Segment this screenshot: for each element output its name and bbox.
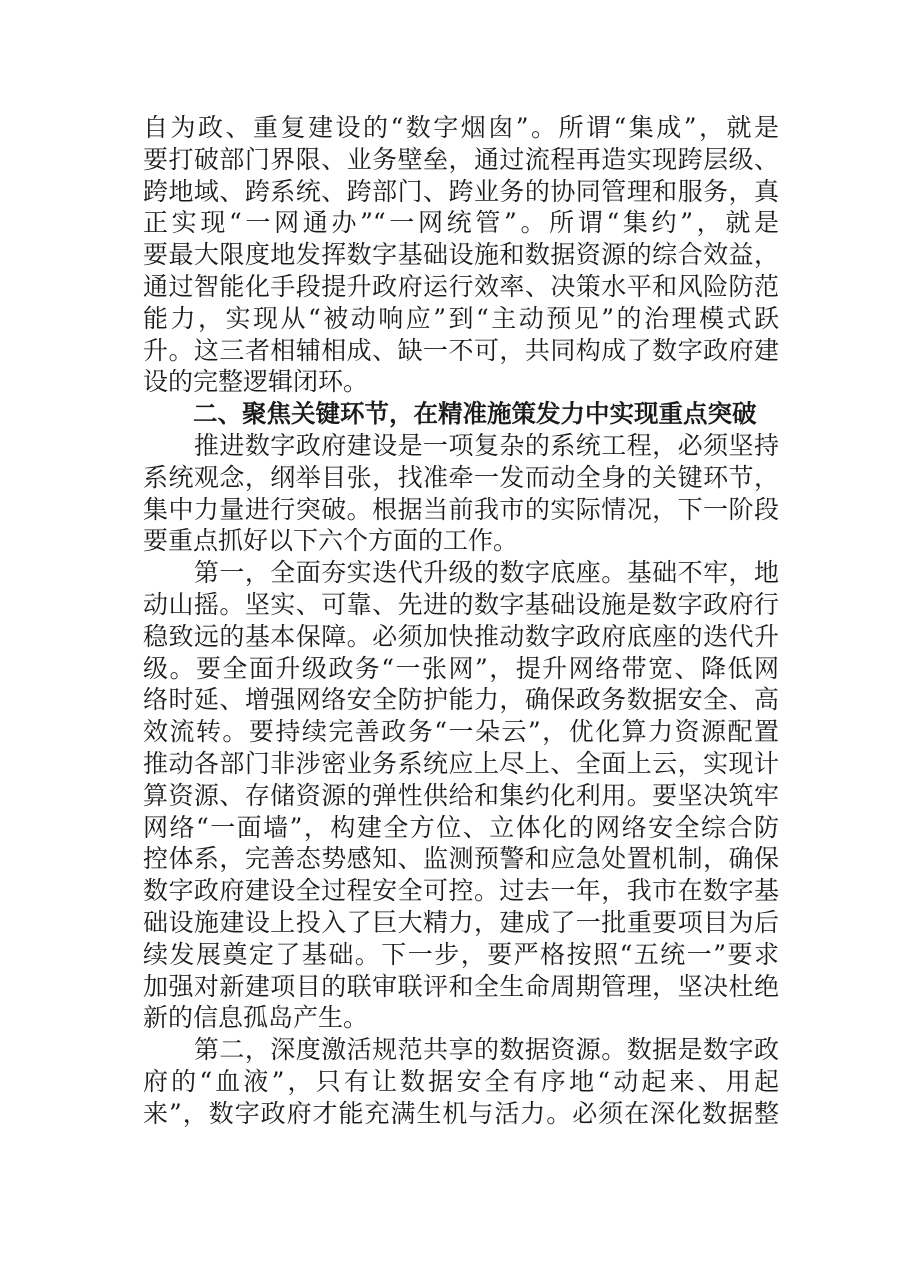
text-line: 第一，全面夯实迭代升级的数字底座。基础不牢，地 (143, 558, 779, 588)
text-line: 系统观念，纲举目张，找准牵一发而动全身的关键环节， (143, 462, 779, 492)
text-line: 稳致远的基本保障。必须加快推动数字政府底座的迭代升 (143, 621, 779, 651)
text-line: 正实现“一网通办”“一网统管”。所谓“集约”，就是 (143, 208, 779, 238)
text-line: 跨地域、跨系统、跨部门、跨业务的协同管理和服务，真 (143, 176, 779, 206)
text-line: 设的完整逻辑闭环。 (143, 367, 369, 397)
document-body (143, 112, 779, 1130)
text-line: 络时延、增强网络安全防护能力，确保政务数据安全、高 (143, 685, 779, 715)
text-line: 升。这三者相辅相成、缺一不可，共同构成了数字政府建 (143, 335, 779, 365)
text-line: 来”，数字政府才能充满生机与活力。必须在深化数据整 (143, 1098, 779, 1128)
text-line: 数字政府建设全过程安全可控。过去一年，我市在数字基 (143, 876, 779, 906)
text-line: 续发展奠定了基础。下一步，要严格按照“五统一”要求 (143, 939, 779, 969)
section-heading: 二、聚焦关键环节，在精准施策发力中实现重点突破 (193, 399, 757, 429)
paragraph-first (143, 557, 779, 1034)
text-line: 通过智能化手段提升政府运行效率、决策水平和风险防范 (143, 271, 779, 301)
text-line: 推动各部门非涉密业务系统应上尽上、全面上云，实现计 (143, 748, 779, 778)
text-line: 效流转。要持续完善政务“一朵云”，优化算力资源配置 (143, 717, 779, 747)
text-line: 推进数字政府建设是一项复杂的系统工程，必须坚持 (143, 430, 779, 460)
paragraph-second (143, 1034, 779, 1129)
text-line: 要重点抓好以下六个方面的工作。 (143, 526, 519, 556)
paragraph-section (143, 430, 779, 557)
text-line: 控体系，完善态势感知、监测预警和应急处置机制，确保 (143, 844, 779, 874)
text-line: 自为政、重复建设的“数字烟囱”。所谓“集成”，就是 (143, 113, 779, 142)
text-line: 动山摇。坚实、可靠、先进的数字基础设施是数字政府行 (143, 589, 779, 619)
text-line: 加强对新建项目的联审联评和全生命周期管理，坚决杜绝 (143, 971, 779, 1001)
text-line: 能力，实现从“被动响应”到“主动预见”的治理模式跃 (143, 303, 779, 333)
text-line: 府的“血液”，只有让数据安全有序地“动起来、用起 (143, 1066, 779, 1096)
text-line: 要打破部门界限、业务壁垒，通过流程再造实现跨层级、 (143, 144, 779, 174)
text-line: 础设施建设上投入了巨大精力，建成了一批重要项目为后 (143, 907, 779, 937)
text-line: 级。要全面升级政务“一张网”，提升网络带宽、降低网 (143, 653, 779, 683)
text-line: 网络“一面墙”，构建全方位、立体化的网络安全综合防 (143, 812, 779, 842)
text-line: 要最大限度地发挥数字基础设施和数据资源的综合效益， (143, 240, 779, 270)
text-line: 算资源、存储资源的弹性供给和集约化利用。要坚决筑牢 (143, 780, 779, 810)
text-line: 集中力量进行突破。根据当前我市的实际情况，下一阶段 (143, 494, 779, 524)
paragraph-intro (143, 112, 779, 398)
text-line: 新的信息孤岛产生。 (143, 1003, 369, 1033)
text-line: 第二，深度激活规范共享的数据资源。数据是数字政 (143, 1035, 779, 1065)
